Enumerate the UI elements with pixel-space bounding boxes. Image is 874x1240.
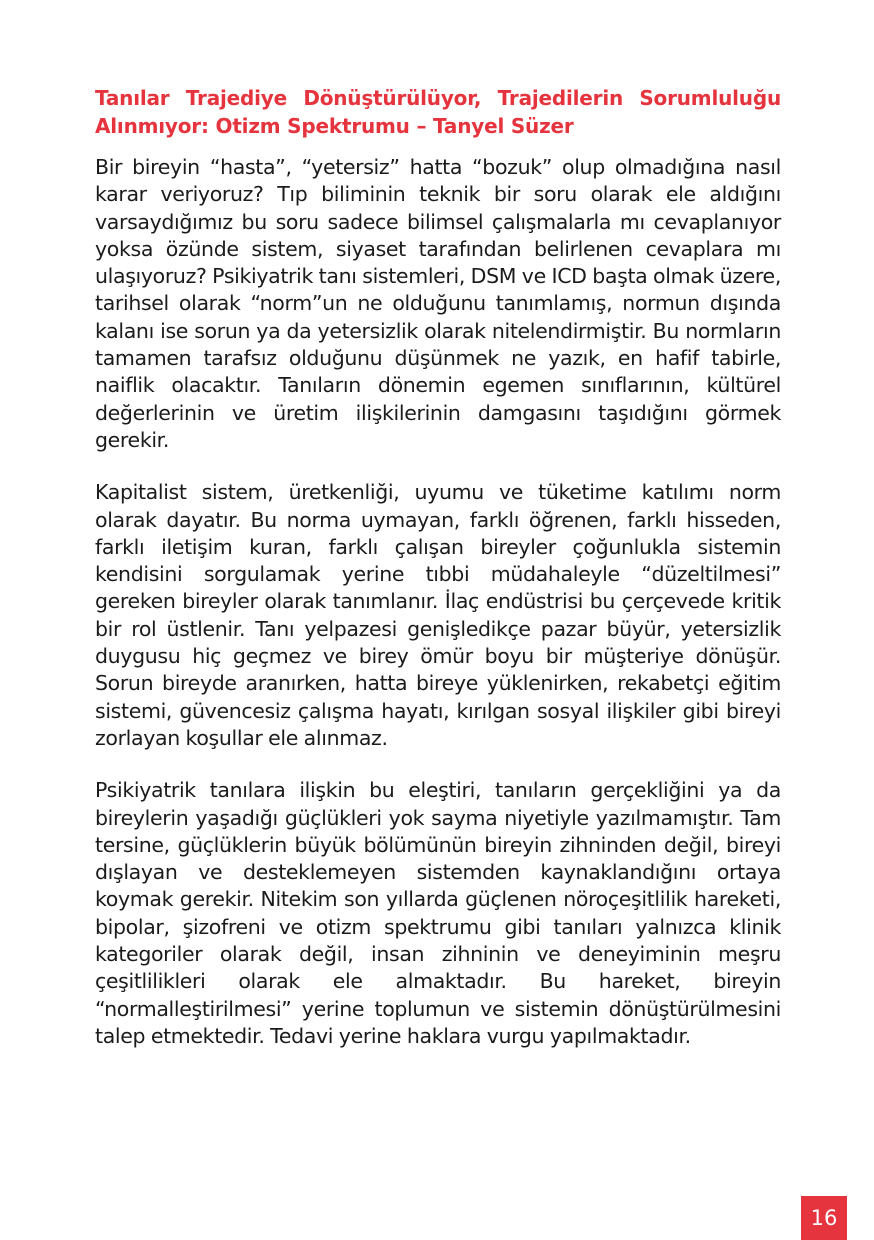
body-paragraph-1: Bir bireyin “hasta”, “yetersiz” hatta “bozuk” olup olmadığına nasıl karar veriyoruz? Tıp biliminin teknik bir soru olarak ele aldığını varsaydığımız bu soru sadece bilimsel çalışmalarla mı cevaplanıyor yoksa özünde sistem, siyaset tarafından belirlenen cevaplara mı ulaşıyoruz? Psikiyatrik tanı sistemleri, DSM ve ICD başta olmak üzere, tarihsel olarak “norm”un ne olduğunu tanımlamış, normun dışında kalanı ise sorun ya da yetersizlik olarak nitelendirmiştir. Bu normların tamamen tarafsız olduğunu düşünmek ne yazık, en hafif tabirle, naiflik olacaktır. Tanıların dönemin egemen sınıflarının, kültürel değerlerinin ve üretim ilişkilerinin damgasını taşıdığını görmek gerekir. <box>95 155 781 452</box>
body-paragraph-3: Psikiyatrik tanılara ilişkin bu eleştiri, tanıların gerçekliğini ya da bireylerin yaşadığı güçlükleri yok sayma niyetiyle yazılmamıştır. Tam tersine, güçlüklerin büyük bölümünün bireyin zihninden değil, bireyi dışlayan ve desteklemeyen sistemden kaynaklandığını ortaya koymak gerekir. Nitekim son yıllarda güçlenen nöroçeşitlilik hareketi, bipolar, şizofreni ve otizm spektrumu gibi tanıları yalnızca klinik kategoriler olarak değil, insan zihninin ve deneyiminin meşru çeşitlilikleri olarak ele almaktadır. Bu hareket, bireyin “normalleştirilmesi” yerine toplumun ve sistemin dönüştürülmesini talep etmektedir. Tedavi yerine haklara vurgu yapılmaktadır. <box>95 778 781 1048</box>
page-content <box>95 84 781 1075</box>
page-number-badge: 16 <box>801 1196 847 1240</box>
article-title: Tanılar Trajediye Dönüştürülüyor, Trajedilerin Sorumluluğu Alınmıyor: Otizm Spektrumu – Tanyel Süzer <box>95 86 781 138</box>
body-paragraph-2: Kapitalist sistem, üretkenliği, uyumu ve tüketime katılımı norm olarak dayatır. Bu norma uymayan, farklı öğrenen, farklı hisseden, farklı iletişim kuran, farklı çalışan bireyler çoğunlukla sistemin kendisini sorgulamak yerine tıbbi müdahaleyle “düzeltilmesi” gereken bireyler olarak tanımlanır. İlaç endüstrisi bu çerçevede kritik bir rol üstlenir. Tanı yelpazesi genişledikçe pazar büyür, yetersizlik duygusu hiç geçmez ve birey ömür boyu bir müşteriye dönüşür. Sorun bireyde aranırken, hatta bireye yüklenirken, rekabetçi eğitim sistemi, güvencesiz çalışma hayatı, kırılgan sosyal ilişkiler gibi bireyi zorlayan koşullar ele alınmaz. <box>95 480 781 750</box>
